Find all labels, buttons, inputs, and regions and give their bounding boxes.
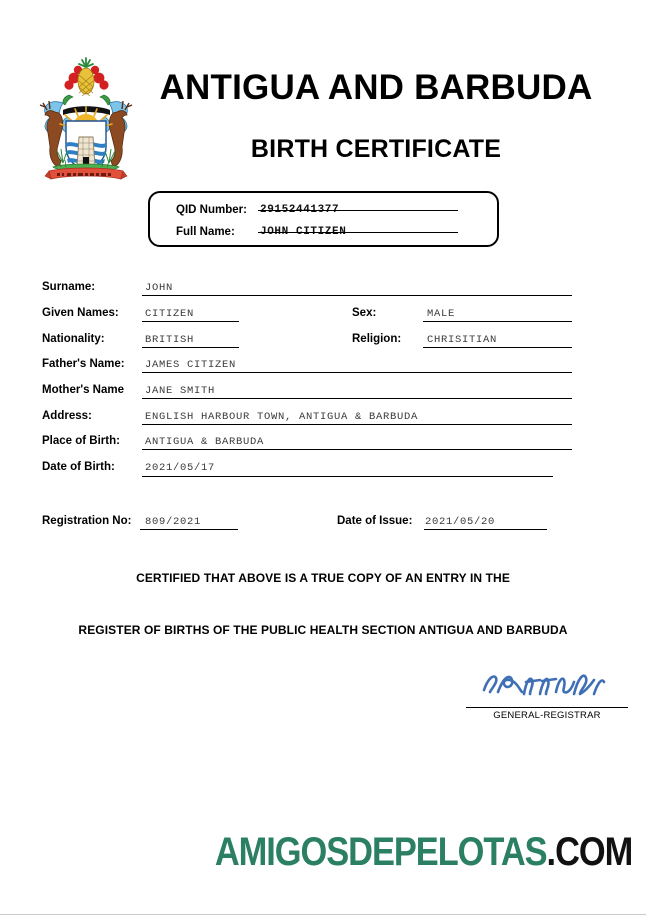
sex-underline (423, 321, 572, 322)
full-name-value: JOHN CITIZEN (260, 226, 347, 238)
address-value: ENGLISH HARBOUR TOWN, ANTIGUA & BARBUDA (145, 411, 419, 423)
certification-line-1: CERTIFIED THAT ABOVE IS A TRUE COPY OF AN ENTRY IN THE (136, 571, 510, 585)
mothers-name-label: Mother's Name (42, 384, 124, 396)
given-names-label: Given Names: (42, 307, 119, 319)
mothers-name-underline (142, 398, 572, 399)
sex-value: MALE (427, 308, 456, 320)
page-title: ANTIGUA AND BARBUDA (159, 68, 593, 107)
signature-caption: GENERAL-REGISTRAR (493, 710, 601, 721)
place-of-birth-label: Place of Birth: (42, 435, 120, 447)
date-of-issue-value: 2021/05/20 (425, 516, 496, 528)
nationality-underline (142, 347, 239, 348)
watermark-tld: .COM (546, 830, 633, 874)
date-of-birth-value: 2021/05/17 (145, 462, 216, 474)
religion-label: Religion: (352, 333, 402, 345)
date-of-birth-label: Date of Birth: (42, 461, 115, 473)
signature-block (466, 668, 628, 724)
given-names-underline (142, 321, 239, 322)
handwritten-signature-icon (474, 668, 614, 702)
nationality-label: Nationality: (42, 333, 105, 345)
surname-underline (142, 295, 572, 296)
place-of-birth-value: ANTIGUA & BARBUDA (145, 436, 265, 448)
qid-number-value: 29152441377 (260, 204, 340, 216)
address-label: Address: (42, 410, 92, 422)
site-watermark (90, 832, 646, 872)
given-names-value: CITIZEN (145, 308, 195, 320)
watermark-brand: AMIGOSDEPELOTAS (214, 830, 547, 874)
registration-no-underline (140, 529, 238, 530)
qid-number-label: QID Number: (176, 204, 247, 216)
date-of-issue-underline (424, 529, 547, 530)
registration-no-label: Registration No: (42, 515, 132, 527)
signature-line (466, 707, 628, 708)
nationality-value: BRITISH (145, 334, 195, 346)
date-of-issue-label: Date of Issue: (337, 515, 413, 527)
surname-label: Surname: (42, 281, 96, 293)
place-of-birth-underline (142, 449, 572, 450)
date-of-birth-underline (142, 476, 553, 477)
religion-value: CHRISITIAN (427, 334, 498, 346)
sex-label: Sex: (352, 307, 377, 319)
fathers-name-underline (142, 372, 572, 373)
certification-line-2: REGISTER OF BIRTHS OF THE PUBLIC HEALTH SECTION ANTIGUA AND BARBUDA (78, 623, 568, 637)
address-underline (142, 424, 572, 425)
fathers-name-value: JAMES CITIZEN (145, 359, 237, 371)
surname-value: JOHN (145, 282, 174, 294)
registration-no-value: 809/2021 (145, 516, 202, 528)
page-subtitle: BIRTH CERTIFICATE (250, 134, 502, 163)
fathers-name-label: Father's Name: (42, 358, 125, 370)
full-name-label: Full Name: (176, 226, 235, 238)
religion-underline (423, 347, 572, 348)
mothers-name-value: JANE SMITH (145, 385, 216, 397)
